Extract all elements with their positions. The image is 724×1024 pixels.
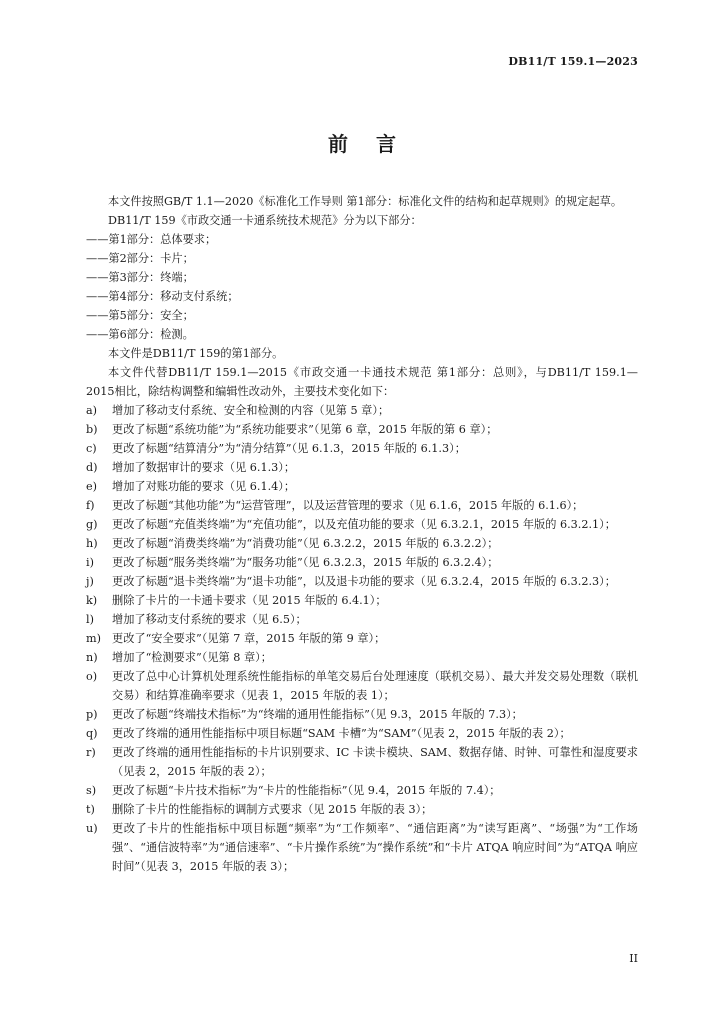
change-label: f) [86,499,95,512]
change-item [86,477,638,496]
change-item [86,800,638,819]
change-label: u) [86,822,98,835]
change-label: k) [86,594,98,607]
change-text: 更改了标题“服务类终端”为“服务功能”（见 6.3.2.3，2015 年版的 6.3.2.4）； [112,556,499,569]
page-number: II [629,952,638,965]
change-text: 更改了标题“系统功能”为“系统功能要求”（见第 6 章，2015 年版的第 6 章）； [112,423,498,436]
change-label: a) [86,404,98,417]
change-text: 增加了移动支付系统、安全和检测的内容（见第 5 章）； [112,404,390,417]
change-text: 增加了“检测要求”（见第 8 章）； [112,651,272,664]
change-text: 增加了对账功能的要求（见 6.1.4）； [112,480,296,493]
change-text: 更改了标题“其他功能”为“运营管理”，以及运营管理的要求（见 6.1.6，2015 年版的 6.1.6）； [112,499,584,512]
change-text: 删除了卡片的性能指标的调制方式要求（见 2015 年版的表 3）； [112,803,433,816]
change-text: 更改了标题“充值类终端”为“充值功能”，以及充值功能的要求（见 6.3.2.1，2015 年版的 6.3.2.1）； [112,518,616,531]
change-text: 更改了标题“卡片技术指标”为“卡片的性能指标”（见 9.4，2015 年版的 7.4）； [112,784,501,797]
change-text: 更改了“安全要求”（见第 7 章，2015 年版的第 9 章）； [112,632,386,645]
preface-body [86,192,638,876]
change-item [86,420,638,439]
change-item [86,629,638,648]
change-label: t) [86,803,95,816]
change-item [86,496,638,515]
change-label: m) [86,632,101,645]
change-text: 更改了终端的通用性能指标中项目标题“SAM 卡槽”为“SAM”（见表 2，2015 年版的表 2）； [112,727,571,740]
part-item: ——第5部分：安全； [86,309,194,322]
change-text: 更改了标题“结算清分”为“清分结算”（见 6.1.3，2015 年版的 6.1.3）； [112,442,466,455]
change-text: 更改了标题“退卡类终端”为“退卡功能”，以及退卡功能的要求（见 6.3.2.4，2015 年版的 6.3.2.3）； [112,575,616,588]
change-label: i) [86,556,94,569]
change-item [86,401,638,420]
change-text: 更改了标题“终端技术指标”为“终端的通用性能指标”（见 9.3，2015 年版的 7.3）； [112,708,523,721]
part-item: ——第1部分：总体要求； [86,233,217,246]
body-paragraph: 本文件是DB11/T 159的第1部分。 [108,347,284,360]
intro-paragraph: 本文件按照GB/T 1.1—2020《标准化工作导则 第1部分：标准化文件的结构和起草规则》的规定起草。 [108,195,623,208]
change-label: c) [86,442,97,455]
change-item [86,610,638,629]
change-label: r) [86,746,96,759]
change-text: 更改了卡片的性能指标中项目标题“频率”为“工作频率”、“通信距离”为“读写距离”、“场强”为“工作场强”、“通信波特率”为“通信速率”、“卡片操作系统”为“操作系统”和“卡片 ATQA 响应时间”为“ATQA 响应时间”（见表 3，2015 年版的表 3）； [112,822,638,873]
change-item [86,515,638,534]
change-item [86,572,638,591]
change-text: 更改了标题“消费类终端”为“消费功能”（见 6.3.2.2，2015 年版的 6.3.2.2）； [112,537,499,550]
part-item: ——第3部分：终端； [86,271,194,284]
change-label: p) [86,708,98,721]
change-text: 更改了终端的通用性能指标的卡片识别要求、IC 卡读卡模块、SAM、数据存储、时钟、可靠性和湿度要求（见表 2，2015 年版的表 2）； [112,746,638,778]
change-item [86,705,638,724]
change-item [86,724,638,743]
change-label: j) [86,575,94,588]
change-text: 增加了数据审计的要求（见 6.1.3）； [112,461,296,474]
change-label: s) [86,784,97,797]
change-label: l) [86,613,94,626]
change-item [86,667,638,705]
change-item [86,591,638,610]
body-paragraph: 本文件代替DB11/T 159.1—2015《市政交通一卡通技术规范 第1部分：总则》，与DB11/T 159.1—2015相比，除结构调整和编辑性改动外，主要技术变化如下： [86,366,638,398]
part-item: ——第2部分：卡片； [86,252,194,265]
change-label: d) [86,461,98,474]
change-item [86,553,638,572]
change-text: 增加了移动支付系统的要求（见 6.5）； [112,613,307,626]
intro-paragraph: DB11/T 159《市政交通一卡通系统技术规范》分为以下部分： [108,214,422,227]
change-label: e) [86,480,97,493]
change-label: b) [86,423,98,436]
change-label: q) [86,727,98,740]
change-item [86,534,638,553]
part-item: ——第4部分：移动支付系统； [86,290,239,303]
change-item [86,819,638,876]
change-label: n) [86,651,98,664]
document-code: DB11/T 159.1—2023 [508,55,638,68]
change-label: o) [86,670,98,683]
change-item [86,439,638,458]
change-item [86,743,638,781]
page-title: 前言 [328,132,424,156]
change-label: h) [86,537,98,550]
change-text: 删除了卡片的一卡通卡要求（见 2015 年版的 6.4.1）； [112,594,387,607]
change-label: g) [86,518,98,531]
change-item [86,781,638,800]
change-item [86,458,638,477]
change-text: 更改了总中心计算机处理系统性能指标的单笔交易后台处理速度（联机交易）、最大并发交易处理数（联机交易）和结算准确率要求（见表 1，2015 年版的表 1）； [112,670,638,702]
change-item [86,648,638,667]
part-item: ——第6部分：检测。 [86,328,194,341]
